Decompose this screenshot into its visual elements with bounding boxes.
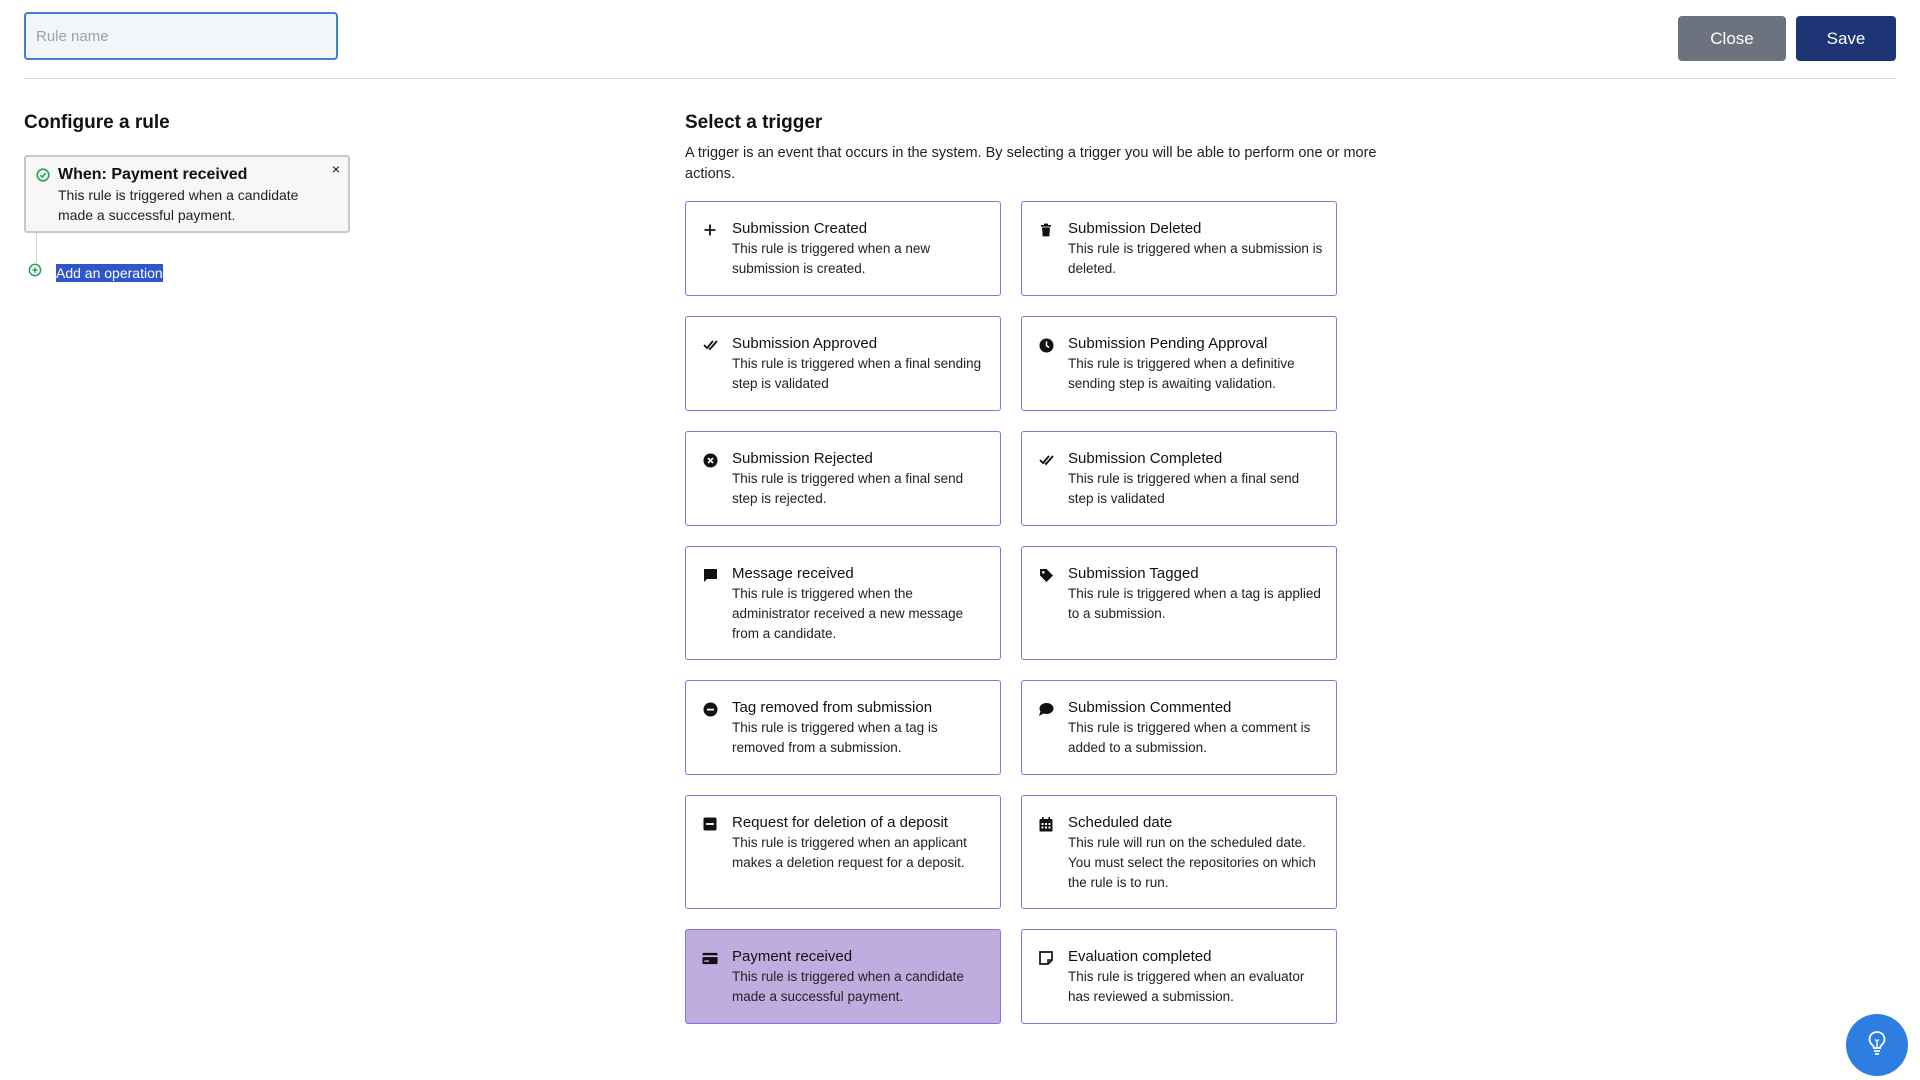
connector-line: [36, 233, 37, 265]
trigger-card-submission-tagged[interactable]: [1021, 546, 1337, 660]
trigger-title: Submission Approved: [732, 335, 878, 352]
trigger-description: This rule is triggered when a final send step is validated: [1068, 471, 1300, 506]
add-operation-link[interactable]: [28, 263, 163, 282]
when-trigger-card[interactable]: [24, 155, 350, 233]
trigger-card-message-received[interactable]: [685, 546, 1001, 660]
credit-card-icon: [702, 950, 718, 966]
trigger-title: Submission Created: [732, 220, 868, 237]
comment-icon: [1038, 701, 1054, 717]
clock-icon: [1038, 337, 1054, 353]
top-bar: [24, 0, 1896, 79]
rule-name-input[interactable]: [24, 12, 338, 60]
trigger-title: Submission Completed: [1068, 450, 1223, 467]
trigger-description: This rule is triggered when a submission is deleted.: [1068, 241, 1323, 276]
trigger-title: Request for deletion of a deposit: [732, 814, 948, 831]
plus-icon: [702, 222, 718, 238]
trigger-title: Submission Commented: [1068, 699, 1232, 716]
trigger-title: Submission Pending Approval: [1068, 335, 1268, 352]
trigger-card-tag-removed[interactable]: [685, 680, 1001, 775]
trigger-card-submission-commented[interactable]: [1021, 680, 1337, 775]
trigger-description: This rule is triggered when a comment is added to a submission.: [1068, 720, 1311, 755]
trigger-card-evaluation-completed[interactable]: [1021, 929, 1337, 1024]
trigger-description: This rule is triggered when a definitive sending step is awaiting validation.: [1068, 356, 1295, 391]
add-operation-label[interactable]: Add an operation: [56, 264, 163, 281]
trigger-description: This rule is triggered when the administrator received a new message from a candidate.: [732, 586, 964, 641]
trigger-title: Tag removed from submission: [732, 699, 933, 716]
trigger-card-submission-deleted[interactable]: [1021, 201, 1337, 296]
plus-circle-icon: [28, 263, 42, 282]
minus-square-icon: [702, 816, 718, 832]
trigger-description: This rule is triggered when a final sending step is validated: [732, 356, 982, 391]
help-fab-button[interactable]: [1846, 1014, 1908, 1076]
close-button[interactable]: Close: [1678, 16, 1786, 61]
trigger-title: Submission Rejected: [732, 450, 873, 467]
trigger-card-payment-received[interactable]: [685, 929, 1001, 1024]
double-check-icon: [702, 337, 718, 353]
trigger-title: Submission Tagged: [1068, 565, 1199, 582]
trigger-card-submission-created[interactable]: [685, 201, 1001, 296]
trigger-card-submission-approved[interactable]: [685, 316, 1001, 411]
x-circle-icon: [702, 452, 718, 468]
trigger-title: Payment received: [732, 948, 853, 965]
check-circle-icon: [36, 168, 50, 187]
trigger-description: This rule is triggered when a final send step is rejected.: [732, 471, 964, 506]
save-button[interactable]: Save: [1796, 16, 1896, 61]
calendar-icon: [1038, 816, 1054, 832]
trigger-title: Submission Deleted: [1068, 220, 1202, 237]
tag-icon: [1038, 567, 1054, 583]
select-trigger-description: A trigger is an event that occurs in the system. By selecting a trigger you will be able to perform one or more actions.: [685, 145, 1377, 182]
trigger-title: Message received: [732, 565, 854, 582]
trigger-description: This rule is triggered when a tag is applied to a submission.: [1068, 586, 1321, 621]
trigger-description: This rule is triggered when an applicant makes a deletion request for a deposit.: [732, 835, 967, 870]
trigger-card-request-deletion-deposit[interactable]: [685, 795, 1001, 909]
note-icon: [1038, 950, 1054, 966]
configure-rule-title: Configure a rule: [24, 112, 170, 133]
trigger-title: Scheduled date: [1068, 814, 1173, 831]
trigger-description: This rule will run on the scheduled date. You must select the repositories on which the rule is to run.: [1068, 835, 1316, 890]
trigger-title: Evaluation completed: [1068, 948, 1212, 965]
when-card-description: This rule is triggered when a candidate made a successful payment.: [58, 187, 299, 223]
select-trigger-title: Select a trigger: [685, 112, 823, 133]
trigger-description: This rule is triggered when a candidate made a successful payment.: [732, 969, 964, 1004]
trigger-card-scheduled-date[interactable]: [1021, 795, 1337, 909]
when-card-title: When: Payment received: [58, 166, 248, 183]
trigger-description: This rule is triggered when a new submission is created.: [732, 241, 931, 276]
trigger-description: This rule is triggered when a tag is removed from a submission.: [732, 720, 938, 755]
minus-circle-icon: [702, 701, 718, 717]
trigger-description: This rule is triggered when an evaluator has reviewed a submission.: [1068, 969, 1305, 1004]
message-icon: [702, 567, 718, 583]
double-check-icon: [1038, 452, 1054, 468]
trigger-card-submission-pending-approval[interactable]: [1021, 316, 1337, 411]
close-icon[interactable]: ×: [331, 161, 340, 177]
trigger-card-submission-completed[interactable]: [1021, 431, 1337, 526]
trash-icon: [1038, 222, 1054, 238]
trigger-card-submission-rejected[interactable]: [685, 431, 1001, 526]
lightbulb-icon: [1865, 1030, 1889, 1061]
